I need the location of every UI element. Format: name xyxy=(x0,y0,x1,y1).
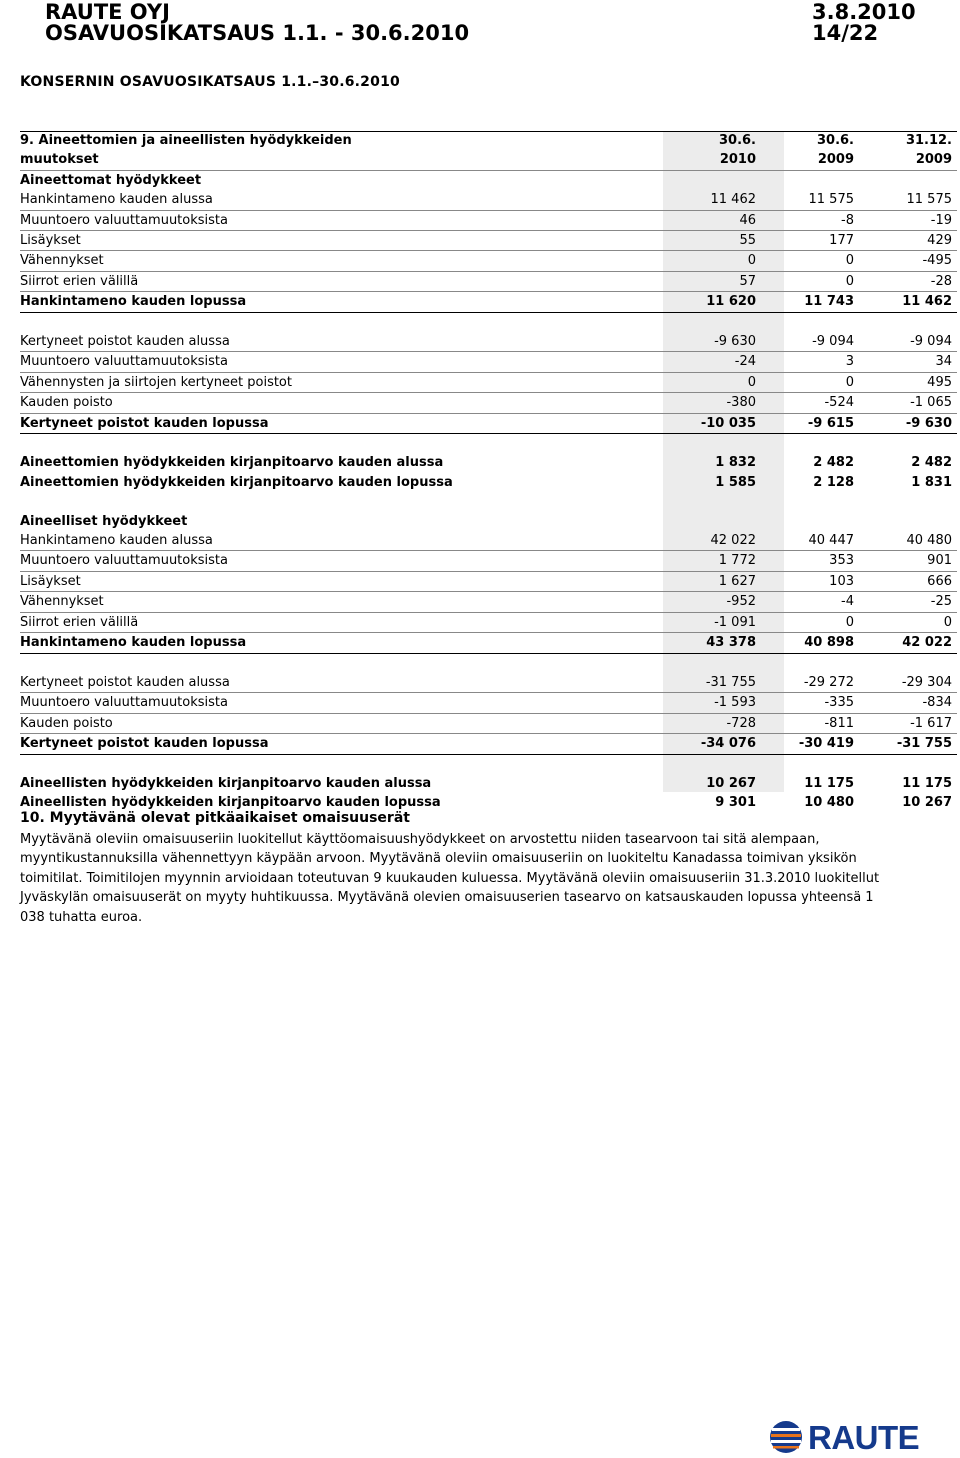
value-2010-h1: 57 xyxy=(663,271,761,291)
table-row xyxy=(20,571,957,591)
value-2009-h1: 11 175 xyxy=(804,775,854,791)
value-2009-full-year: 429 xyxy=(859,231,957,251)
value-2009-full-year: -29 304 xyxy=(859,673,957,693)
value-2010-h1: 42 022 xyxy=(663,531,761,551)
row-label: Hankintameno kauden lopussa xyxy=(20,633,663,653)
value-2009-h1 xyxy=(761,754,859,774)
table-row xyxy=(20,531,957,551)
value-2009-full-year: -19 xyxy=(859,210,957,230)
section-subtitle: KONSERNIN OSAVUOSIKATSAUS 1.1.–30.6.2010 xyxy=(20,74,400,90)
table-row xyxy=(20,271,957,291)
table-body xyxy=(20,170,957,812)
value-2010-h1 xyxy=(663,512,761,531)
company-name: RAUTE OYJ xyxy=(45,0,170,24)
table-row xyxy=(20,332,957,352)
row-label: Aineettomien hyödykkeiden kirjanpitoarvo kauden lopussa xyxy=(20,474,453,490)
value-2009-h1: 103 xyxy=(761,571,859,591)
row-label: Kertyneet poistot kauden lopussa xyxy=(20,734,663,754)
value-2009-h1 xyxy=(761,434,859,454)
table-row xyxy=(20,473,957,492)
row-label xyxy=(20,312,663,332)
table-row xyxy=(20,413,957,433)
value-2009-full-year xyxy=(859,434,957,454)
value-2009-full-year: -1 065 xyxy=(859,393,957,413)
value-2009-full-year: -834 xyxy=(859,693,957,713)
value-2010-h1: -31 755 xyxy=(663,673,761,693)
value-2009-h1: 11 743 xyxy=(761,292,859,312)
row-label: Muuntoero valuuttamuutoksista xyxy=(20,551,663,571)
table-header-row-1 xyxy=(20,131,957,150)
asset-changes-table-wrap xyxy=(20,131,957,813)
row-label: Siirrot erien välillä xyxy=(20,612,663,632)
value-2010-h1: 46 xyxy=(663,210,761,230)
spacer-row xyxy=(20,653,957,673)
row-label: Muuntoero valuuttamuutoksista xyxy=(20,352,663,372)
row-label: Kertyneet poistot kauden alussa xyxy=(20,332,663,352)
value-2009-full-year xyxy=(859,754,957,774)
value-2009-h1: 0 xyxy=(761,612,859,632)
value-2010-h1 xyxy=(663,754,761,774)
value-2010-h1: 11 620 xyxy=(663,292,761,312)
row-label: Kertyneet poistot kauden alussa xyxy=(20,673,663,693)
value-2009-h1: -524 xyxy=(761,393,859,413)
value-2009-full-year: 11 175 xyxy=(902,775,952,791)
col-head-2010-date: 30.6. xyxy=(718,133,756,148)
value-2009-h1: -335 xyxy=(761,693,859,713)
value-2009-h1: 0 xyxy=(761,271,859,291)
col-head-2009-year: 2009 xyxy=(761,150,859,170)
table-row xyxy=(20,170,957,190)
value-2009-full-year: 666 xyxy=(859,571,957,591)
spacer-row xyxy=(20,492,957,511)
raute-logo-mark-icon xyxy=(768,1419,804,1455)
table-row xyxy=(20,512,957,531)
row-label: Vähennysten ja siirtojen kertyneet poistot xyxy=(20,372,663,392)
value-2009-h1 xyxy=(761,512,859,531)
value-2010-h1: 55 xyxy=(663,231,761,251)
table-row xyxy=(20,693,957,713)
table-row xyxy=(20,551,957,571)
asset-changes-table xyxy=(20,131,957,813)
value-2009-h1: -811 xyxy=(761,713,859,733)
value-2010-h1 xyxy=(663,653,761,673)
value-2009-h1: 2 128 xyxy=(813,474,854,490)
value-2010-h1: 0 xyxy=(663,372,761,392)
section-10-title: 10. Myytävänä olevat pitkäaikaiset omaisuuserät xyxy=(20,810,410,826)
value-2010-h1: -1 593 xyxy=(663,693,761,713)
value-2010-h1: -728 xyxy=(663,713,761,733)
table-row xyxy=(20,774,957,793)
value-2010-h1: 10 267 xyxy=(706,775,756,791)
value-2009-full-year: 901 xyxy=(859,551,957,571)
table-row xyxy=(20,210,957,230)
value-2009-full-year: 0 xyxy=(859,612,957,632)
value-2010-h1: -10 035 xyxy=(663,413,761,433)
spacer-row xyxy=(20,754,957,774)
col-head-2009-date: 30.6. xyxy=(816,133,854,148)
value-2009-full-year: 34 xyxy=(859,352,957,372)
value-2009-full-year xyxy=(859,653,957,673)
value-2010-h1: -1 091 xyxy=(663,612,761,632)
col-head-2009-year-end: 2009 xyxy=(859,150,957,170)
report-title: OSAVUOSIKATSAUS 1.1. - 30.6.2010 xyxy=(45,21,470,45)
value-2010-h1 xyxy=(663,170,761,190)
value-2009-full-year: 10 267 xyxy=(902,795,952,811)
value-2009-h1 xyxy=(761,492,859,511)
value-2009-h1 xyxy=(761,170,859,190)
value-2010-h1: 9 301 xyxy=(715,795,756,811)
table-heading-label: 9. Aineettomien ja aineellisten hyödykkeiden xyxy=(20,133,352,148)
value-2010-h1: 0 xyxy=(663,251,761,271)
row-label: Kertyneet poistot kauden lopussa xyxy=(20,413,663,433)
value-2009-h1: 40 447 xyxy=(761,531,859,551)
value-2009-h1 xyxy=(761,653,859,673)
table-row xyxy=(20,633,957,653)
section-10 xyxy=(20,810,920,927)
col-head-2009-year-end-date: 31.12. xyxy=(905,133,952,148)
value-2009-h1 xyxy=(761,312,859,332)
value-2009-h1: -29 272 xyxy=(761,673,859,693)
table-row xyxy=(20,231,957,251)
row-label: Siirrot erien välillä xyxy=(20,271,663,291)
row-label: Lisäykset xyxy=(20,231,663,251)
table-heading-label-cont: muutokset xyxy=(20,150,663,170)
row-label: Hankintameno kauden alussa xyxy=(20,190,663,210)
value-2010-h1: 11 462 xyxy=(663,190,761,210)
table-row xyxy=(20,190,957,210)
row-label: Aineettomien hyödykkeiden kirjanpitoarvo kauden alussa xyxy=(20,455,444,471)
value-2010-h1: 1 585 xyxy=(715,474,756,490)
value-2009-full-year: 1 831 xyxy=(911,474,952,490)
value-2010-h1: -34 076 xyxy=(663,734,761,754)
row-label xyxy=(20,492,663,511)
value-2009-full-year xyxy=(859,492,957,511)
value-2010-h1 xyxy=(663,312,761,332)
value-2009-h1: -9 094 xyxy=(761,332,859,352)
row-label: Lisäykset xyxy=(20,571,663,591)
value-2009-full-year: -495 xyxy=(859,251,957,271)
report-date: 3.8.2010 xyxy=(812,0,916,24)
page-number: 14/22 xyxy=(812,21,879,45)
spacer-row xyxy=(20,434,957,454)
value-2009-full-year xyxy=(859,170,957,190)
value-2009-full-year: 2 482 xyxy=(911,455,952,471)
table-row xyxy=(20,372,957,392)
value-2009-full-year: -9 094 xyxy=(859,332,957,352)
row-label: Muuntoero valuuttamuutoksista xyxy=(20,693,663,713)
table-row xyxy=(20,713,957,733)
row-label: Hankintameno kauden lopussa xyxy=(20,292,663,312)
value-2009-full-year xyxy=(859,512,957,531)
row-label xyxy=(20,653,663,673)
value-2009-h1: 0 xyxy=(761,372,859,392)
value-2010-h1: -380 xyxy=(663,393,761,413)
value-2009-full-year xyxy=(859,312,957,332)
value-2010-h1: 1 627 xyxy=(663,571,761,591)
value-2010-h1: 1 772 xyxy=(663,551,761,571)
row-label: Vähennykset xyxy=(20,251,663,271)
table-header-row-2 xyxy=(20,150,957,170)
value-2009-full-year: 11 575 xyxy=(859,190,957,210)
value-2010-h1: 43 378 xyxy=(663,633,761,653)
row-label: Kauden poisto xyxy=(20,393,663,413)
value-2010-h1: 1 832 xyxy=(715,455,756,471)
value-2009-full-year: -28 xyxy=(859,271,957,291)
value-2009-full-year: -31 755 xyxy=(859,734,957,754)
value-2010-h1: -9 630 xyxy=(663,332,761,352)
table-row xyxy=(20,251,957,271)
table-row xyxy=(20,453,957,472)
row-label: Aineellisten hyödykkeiden kirjanpitoarvo kauden lopussa xyxy=(20,795,441,811)
value-2009-h1: 11 575 xyxy=(761,190,859,210)
table-row xyxy=(20,592,957,612)
table-row xyxy=(20,612,957,632)
row-label: Muuntoero valuuttamuutoksista xyxy=(20,210,663,230)
value-2009-full-year: 42 022 xyxy=(859,633,957,653)
row-label: Aineellisten hyödykkeiden kirjanpitoarvo kauden alussa xyxy=(20,775,432,791)
value-2010-h1: -24 xyxy=(663,352,761,372)
row-label: Hankintameno kauden alussa xyxy=(20,531,663,551)
value-2009-full-year: 11 462 xyxy=(859,292,957,312)
value-2009-h1: -8 xyxy=(761,210,859,230)
value-2009-full-year: -9 630 xyxy=(859,413,957,433)
value-2009-h1: 2 482 xyxy=(813,455,854,471)
spacer-row xyxy=(20,312,957,332)
row-label xyxy=(20,434,663,454)
row-label: Kauden poisto xyxy=(20,713,663,733)
table-row xyxy=(20,292,957,312)
value-2009-h1: 353 xyxy=(761,551,859,571)
row-label xyxy=(20,754,663,774)
value-2009-h1: -4 xyxy=(761,592,859,612)
value-2009-h1: -30 419 xyxy=(761,734,859,754)
raute-logo-text: RAUTE xyxy=(808,1419,920,1456)
value-2009-h1: 40 898 xyxy=(761,633,859,653)
table-row xyxy=(20,673,957,693)
value-2009-h1: 0 xyxy=(761,251,859,271)
raute-logo xyxy=(768,1419,920,1457)
value-2009-full-year: -1 617 xyxy=(859,713,957,733)
value-2009-full-year: -25 xyxy=(859,592,957,612)
table-row xyxy=(20,393,957,413)
value-2009-h1: 10 480 xyxy=(804,795,854,811)
value-2009-full-year: 495 xyxy=(859,372,957,392)
value-2010-h1 xyxy=(663,492,761,511)
row-label: Aineettomat hyödykkeet xyxy=(20,172,202,188)
section-10-body: Myytävänä oleviin omaisuuseriin luokitellut käyttöomaisuushyödykkeet on arvostettu niiden tasearvoon tai sitä alempaan, myyntikustannuksilla vähennettyyn käypään arvoon. Myytävänä oleviin omaisuuseriin on luokiteltu Kanadassa toimivan yksikön toimitilat. Toimitilojen myynnin arvioidaan toteutuvan 9 kuukauden kuluessa. Myytävänä oleviin omaisuuseriin 31.3.2010 luokitellut Jyväskylän omaisuuserät on myyty huhtikuussa. Myytävänä olevien omaisuuserien tasearvo on katsauskauden lopussa yhteensä 1 038 tuhatta euroa. xyxy=(20,832,880,925)
value-2009-h1: 177 xyxy=(761,231,859,251)
value-2009-h1: 3 xyxy=(761,352,859,372)
table-row xyxy=(20,352,957,372)
value-2009-full-year: 40 480 xyxy=(859,531,957,551)
col-head-2010-year: 2010 xyxy=(663,150,761,170)
value-2009-h1: -9 615 xyxy=(761,413,859,433)
table-row xyxy=(20,734,957,754)
row-label: Aineelliset hyödykkeet xyxy=(20,513,188,529)
value-2010-h1: -952 xyxy=(663,592,761,612)
value-2010-h1 xyxy=(663,434,761,454)
row-label: Vähennykset xyxy=(20,592,663,612)
